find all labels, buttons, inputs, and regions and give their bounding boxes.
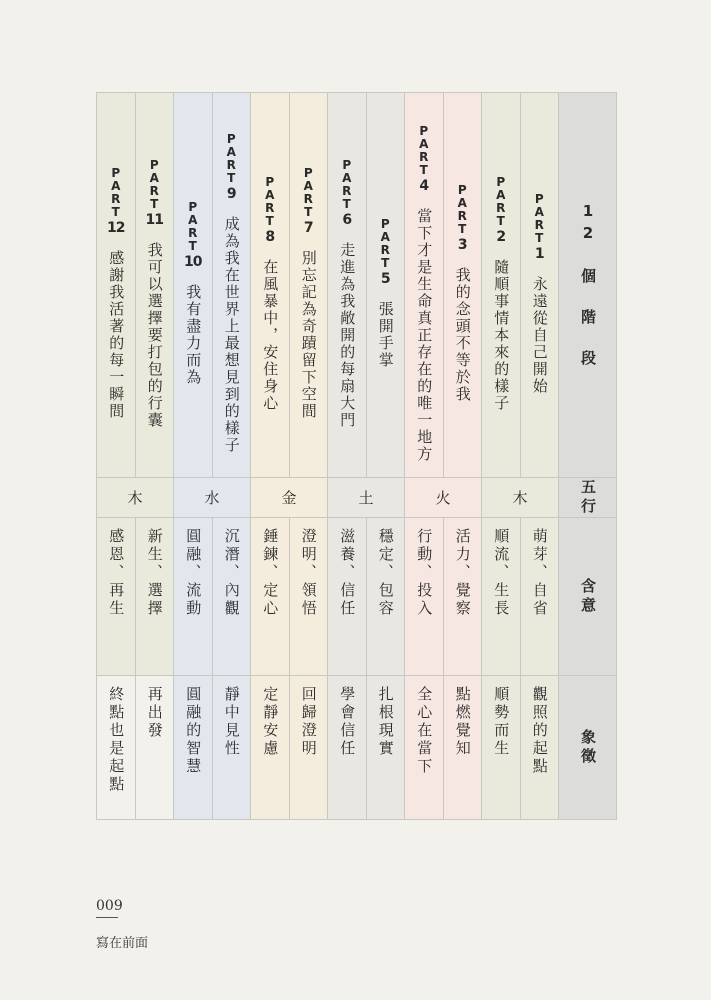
wuxing-metal-cell: 金 xyxy=(251,478,328,517)
meaning-text: 沉潛、內觀 xyxy=(222,528,241,618)
meaning-header xyxy=(559,518,617,675)
section-title: 寫在前面 xyxy=(96,936,149,951)
meaning-text: 感恩、再生 xyxy=(107,528,126,618)
meaning-cell xyxy=(405,518,444,675)
part-title: 走進為我敞開的每扇大門 xyxy=(338,241,357,429)
part-title: 在風暴中，安住身心 xyxy=(261,258,280,412)
meaning-text: 新生、選擇 xyxy=(145,528,164,618)
symbol-row xyxy=(97,676,617,820)
meaning-text: 錘鍊、定心 xyxy=(261,528,280,618)
meaning-text: 活力、覺察 xyxy=(453,528,472,618)
part-1-cell xyxy=(521,93,560,477)
part-number: 4 xyxy=(419,177,429,194)
meaning-cell xyxy=(97,518,136,675)
meaning-cell xyxy=(328,518,367,675)
footer-divider xyxy=(96,917,118,918)
part-number: 7 xyxy=(303,220,313,236)
part-label: PART xyxy=(108,166,123,218)
meaning-cell xyxy=(367,518,406,675)
part-title: 永遠從自己開始 xyxy=(530,275,549,395)
stages-header xyxy=(559,93,617,477)
part-2-cell xyxy=(482,93,521,477)
meaning-row xyxy=(97,518,617,676)
symbol-text: 全心在當下 xyxy=(415,686,434,776)
symbol-cell xyxy=(174,676,213,819)
part-label: PART xyxy=(339,157,354,210)
part-number: 9 xyxy=(226,186,236,202)
meaning-text: 澄明、領悟 xyxy=(299,528,318,618)
meaning-text: 穩定、包容 xyxy=(376,528,395,618)
meaning-header-label: 含意 xyxy=(579,577,597,616)
symbol-cell xyxy=(251,676,290,819)
meaning-cell xyxy=(251,518,290,675)
page-number: 009 xyxy=(96,898,123,914)
symbol-cell xyxy=(136,676,175,819)
symbol-text: 圓融的智慧 xyxy=(184,686,203,776)
part-number: 1 xyxy=(534,245,544,262)
part-8-cell xyxy=(251,93,290,477)
wuxing-header-label: 五行 xyxy=(579,478,597,517)
part-number: 3 xyxy=(457,237,467,253)
symbol-cell xyxy=(97,676,136,819)
wuxing-header xyxy=(559,478,617,517)
symbol-cell xyxy=(405,676,444,819)
symbol-cell xyxy=(290,676,329,819)
part-10-cell xyxy=(174,93,213,477)
part-label: PART xyxy=(416,123,431,176)
symbol-text: 再出發 xyxy=(145,686,164,740)
meaning-cell xyxy=(174,518,213,675)
part-label: PART xyxy=(301,166,316,218)
wuxing-earth-cell: 土 xyxy=(328,478,405,517)
wuxing-wood-cell: 木 xyxy=(97,478,174,517)
part-number: 12 xyxy=(107,220,125,236)
symbol-header xyxy=(559,676,617,819)
part-title: 張開手掌 xyxy=(376,301,395,369)
symbol-cell xyxy=(444,676,483,819)
symbol-text: 點燃覺知 xyxy=(453,686,472,758)
part-title: 別忘記為奇蹟留下空間 xyxy=(299,250,318,420)
meaning-text: 順流、生長 xyxy=(492,528,511,618)
meaning-cell xyxy=(521,518,560,675)
part-number: 8 xyxy=(265,228,275,245)
part-12-cell xyxy=(97,93,136,477)
wuxing-fire-cell: 火 xyxy=(405,478,482,517)
twelve-stages-table xyxy=(96,92,617,820)
wuxing-water-cell: 水 xyxy=(174,478,251,517)
meaning-cell xyxy=(444,518,483,675)
meaning-text: 圓融、流動 xyxy=(184,528,203,618)
parts-row xyxy=(97,93,617,478)
wuxing-row xyxy=(97,478,617,518)
part-title: 隨順事情本來的樣子 xyxy=(492,258,511,412)
symbol-cell xyxy=(328,676,367,819)
symbol-cell xyxy=(367,676,406,819)
stages-header-label: 12 個 階 段 xyxy=(579,201,597,369)
part-11-cell xyxy=(136,93,175,477)
symbol-header-label: 象徵 xyxy=(579,728,597,767)
meaning-cell xyxy=(213,518,252,675)
part-6-cell xyxy=(328,93,367,477)
part-title: 當下才是生命真正存在的唯一地方 xyxy=(415,207,434,463)
meaning-cell xyxy=(290,518,329,675)
part-title: 我有盡力而為 xyxy=(184,284,203,386)
symbol-text: 順勢而生 xyxy=(492,686,511,758)
part-number: 10 xyxy=(184,254,202,270)
symbol-text: 定靜安慮 xyxy=(261,686,280,758)
meaning-text: 萌芽、自省 xyxy=(530,528,549,618)
part-title: 我可以選擇要打包的行囊 xyxy=(145,241,164,429)
part-label: PART xyxy=(262,174,277,227)
part-4-cell xyxy=(405,93,444,477)
part-label: PART xyxy=(378,217,393,269)
part-label: PART xyxy=(224,132,239,184)
meaning-cell xyxy=(136,518,175,675)
part-title: 我的念頭不等於我 xyxy=(453,267,472,403)
symbol-text: 學會信任 xyxy=(338,686,357,758)
part-label: PART xyxy=(147,157,162,210)
part-3-cell xyxy=(444,93,483,477)
meaning-cell xyxy=(482,518,521,675)
part-label: PART xyxy=(532,191,547,244)
symbol-text: 觀照的起點 xyxy=(530,686,549,776)
symbol-text: 終點也是起點 xyxy=(107,686,126,794)
part-number: 11 xyxy=(145,211,163,228)
part-label: PART xyxy=(185,200,200,252)
meaning-text: 滋養、信任 xyxy=(338,528,357,618)
symbol-cell xyxy=(213,676,252,819)
symbol-cell xyxy=(521,676,560,819)
part-5-cell xyxy=(367,93,406,477)
part-number: 5 xyxy=(380,271,390,287)
part-9-cell xyxy=(213,93,252,477)
part-label: PART xyxy=(455,183,470,235)
symbol-text: 回歸澄明 xyxy=(299,686,318,758)
part-title: 成為我在世界上最想見到的樣子 xyxy=(222,216,241,454)
symbol-text: 靜中見性 xyxy=(222,686,241,758)
part-7-cell xyxy=(290,93,329,477)
part-title: 感謝我活著的每一瞬間 xyxy=(107,250,126,420)
part-number: 6 xyxy=(342,211,352,228)
part-number: 2 xyxy=(496,228,506,245)
symbol-cell xyxy=(482,676,521,819)
meaning-text: 行動、投入 xyxy=(415,528,434,618)
wuxing-wood-cell: 木 xyxy=(482,478,559,517)
symbol-text: 扎根現實 xyxy=(376,686,395,758)
part-label: PART xyxy=(493,174,508,227)
